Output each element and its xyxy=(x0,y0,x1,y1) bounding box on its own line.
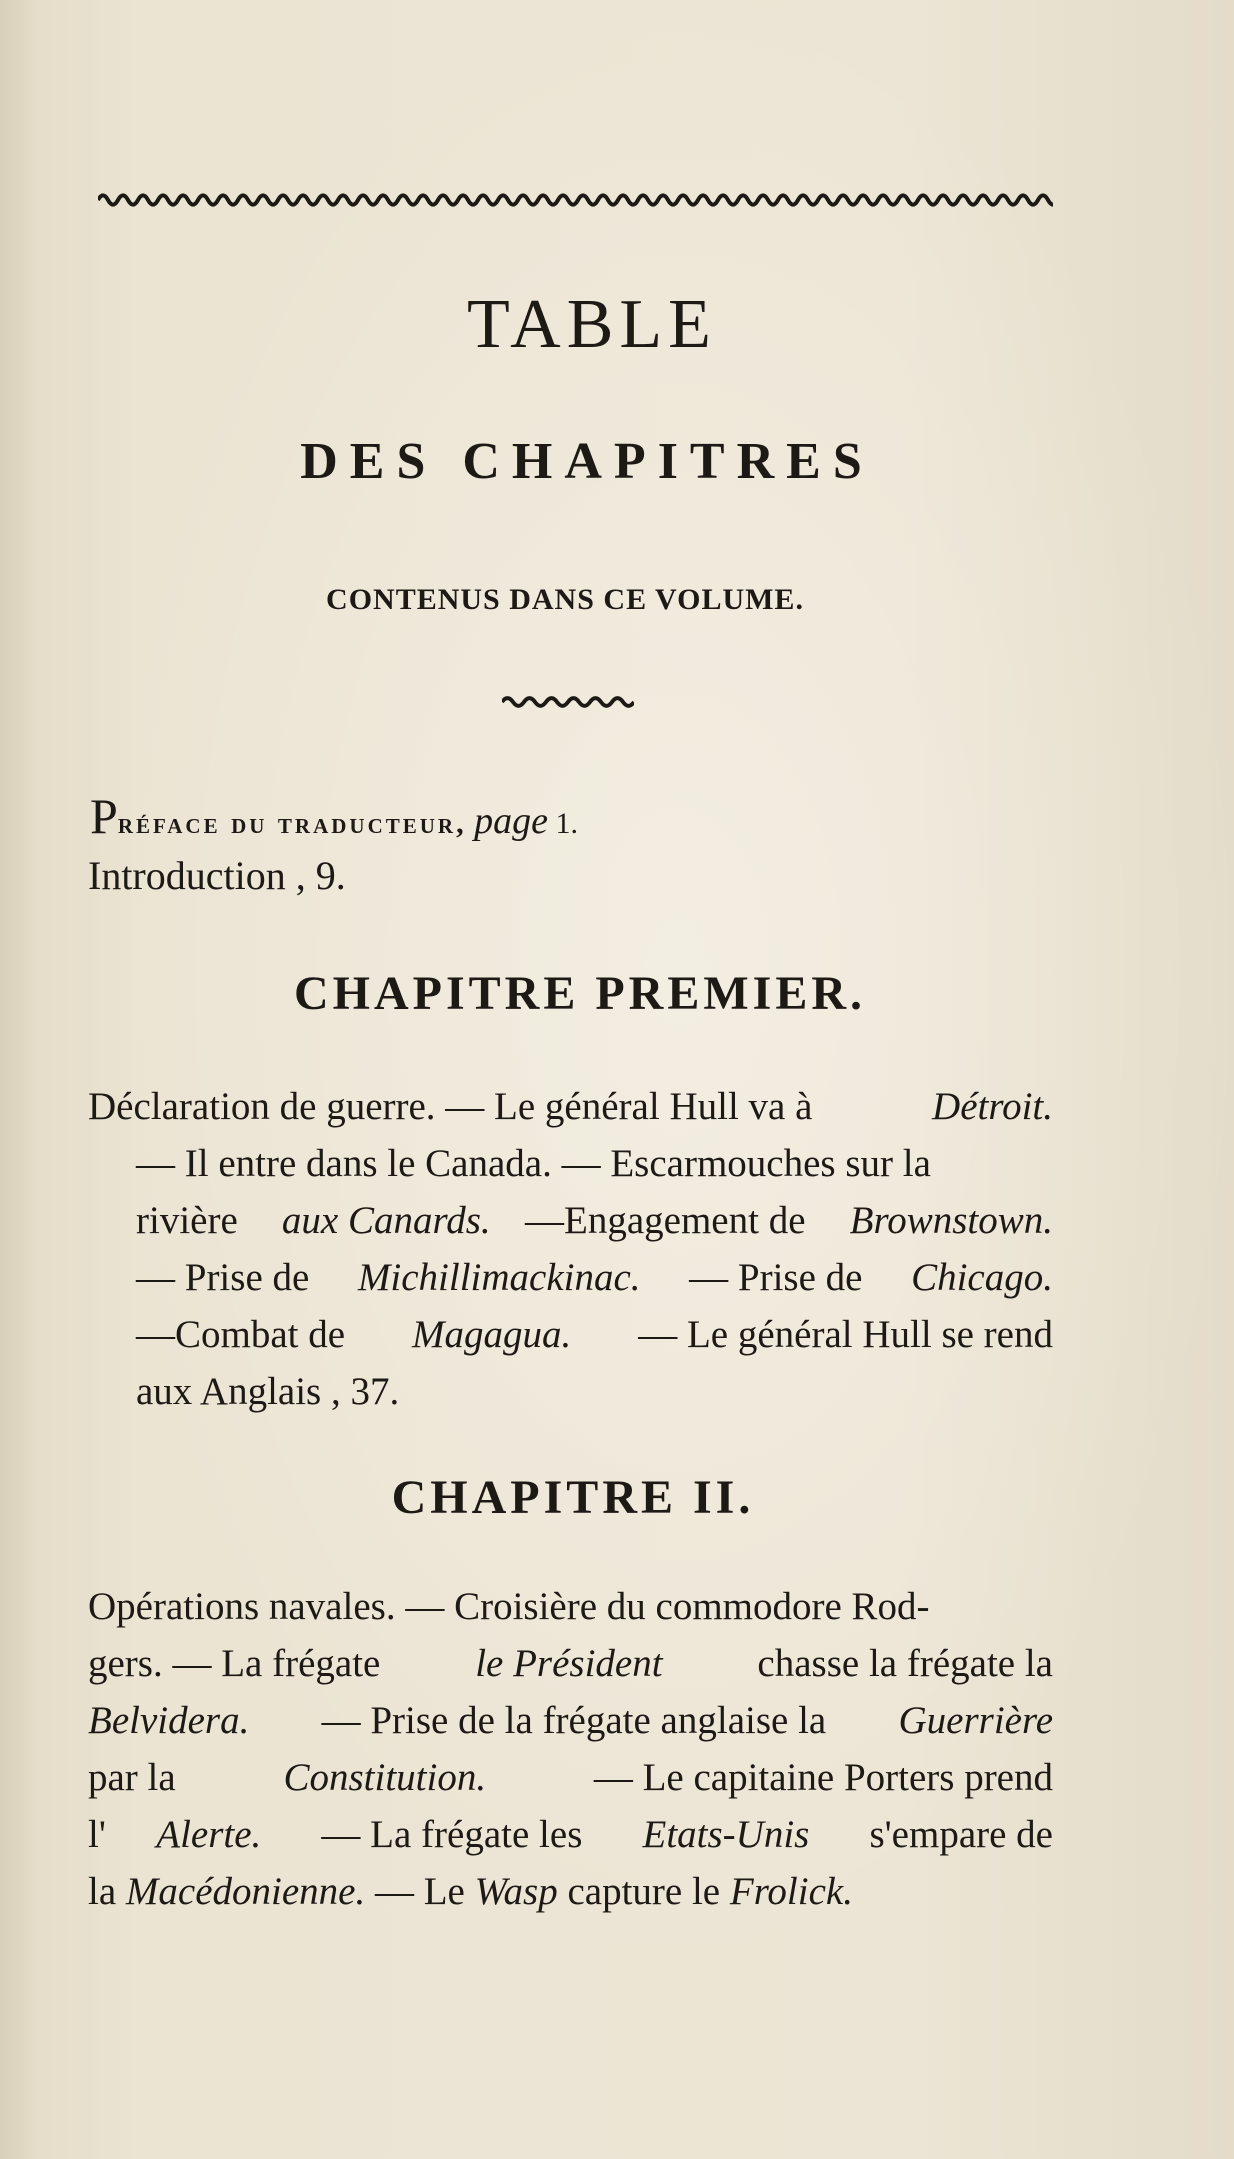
summary-text: Guerrière xyxy=(898,1699,1053,1742)
summary-text: Chicago. xyxy=(911,1256,1053,1299)
summary-text: par la xyxy=(88,1756,186,1799)
summary-text: le Président xyxy=(475,1642,663,1685)
summary-text: Alerte. xyxy=(156,1813,262,1856)
chapter-2-heading: CHAPITRE II. xyxy=(391,1471,755,1524)
summary-text: aux Anglais , 37. xyxy=(136,1370,400,1413)
summary-text: Détroit. xyxy=(932,1085,1053,1128)
summary-text: Constitution. xyxy=(283,1756,487,1799)
preface-entry xyxy=(90,788,1090,852)
summary-line xyxy=(88,1863,1053,1920)
summary-text: — La frégate les xyxy=(311,1813,593,1856)
summary-text: la xyxy=(88,1870,126,1913)
summary-line xyxy=(88,1306,1053,1363)
summary-text: aux Canards. xyxy=(281,1199,491,1242)
summary-text: s'empare de xyxy=(859,1813,1053,1856)
preface-page-number: 1. xyxy=(555,807,578,840)
summary-text: Macédonienne. xyxy=(125,1870,366,1913)
page-subtitle: DES CHAPITRES xyxy=(300,433,874,490)
summary-line xyxy=(88,1692,1053,1749)
summary-line xyxy=(88,1749,1053,1806)
summary-line xyxy=(88,1363,1053,1420)
summary-text: Brownstown. xyxy=(849,1199,1053,1242)
small-ornament xyxy=(502,692,634,712)
chapter-2-summary xyxy=(88,1578,1053,1920)
summary-text: Michillimackinac. xyxy=(357,1256,641,1299)
preface-page-word: page xyxy=(474,800,548,842)
summary-text: Frolick. xyxy=(729,1870,853,1913)
page-title: TABLE xyxy=(467,286,717,363)
summary-line xyxy=(88,1806,1053,1863)
summary-text: l' xyxy=(88,1813,106,1856)
summary-text: —Combat de xyxy=(136,1313,355,1356)
summary-text: chasse la frégate la xyxy=(747,1642,1053,1685)
summary-text: Opérations navales. — Croisière du commodore Rod- xyxy=(88,1585,930,1628)
summary-line xyxy=(88,1135,1053,1192)
summary-text: — Il entre dans le Canada. — Escarmouches sur la xyxy=(136,1142,931,1185)
summary-text: — Le capitaine Porters prend xyxy=(584,1756,1053,1799)
chapter-1-summary xyxy=(88,1078,1053,1420)
introduction-entry: Introduction , 9. xyxy=(88,853,346,898)
summary-text: — Le général Hull se rend xyxy=(628,1313,1053,1356)
summary-text: gers. — La frégate xyxy=(88,1642,391,1685)
summary-text: Wasp xyxy=(474,1870,558,1913)
summary-text: — Le xyxy=(365,1870,475,1913)
summary-text: Déclaration de guerre. — Le général Hull va à xyxy=(88,1085,823,1128)
summary-text: Belvidera. xyxy=(88,1699,250,1742)
preface-initial: P xyxy=(90,788,118,844)
summary-text: — Prise de xyxy=(136,1256,320,1299)
summary-line xyxy=(88,1078,1053,1135)
summary-text: —Engagement de xyxy=(525,1199,816,1242)
summary-line xyxy=(88,1249,1053,1306)
summary-text: — Prise de la frégate anglaise la xyxy=(311,1699,836,1742)
summary-text: capture le xyxy=(557,1870,730,1913)
chapter-1-heading: CHAPITRE PREMIER. xyxy=(293,967,867,1020)
summary-line xyxy=(88,1578,1053,1635)
ornamental-rule xyxy=(98,188,1053,212)
summary-text: Etats-Unis xyxy=(642,1813,810,1856)
summary-line xyxy=(88,1635,1053,1692)
summary-text: Magagua. xyxy=(412,1313,572,1356)
preface-label: réface du traducteur, xyxy=(117,807,467,840)
summary-line xyxy=(88,1192,1053,1249)
summary-text: — Prise de xyxy=(679,1256,873,1299)
page-caption: CONTENUS DANS CE VOLUME. xyxy=(326,583,804,616)
summary-text: rivière xyxy=(136,1199,248,1242)
